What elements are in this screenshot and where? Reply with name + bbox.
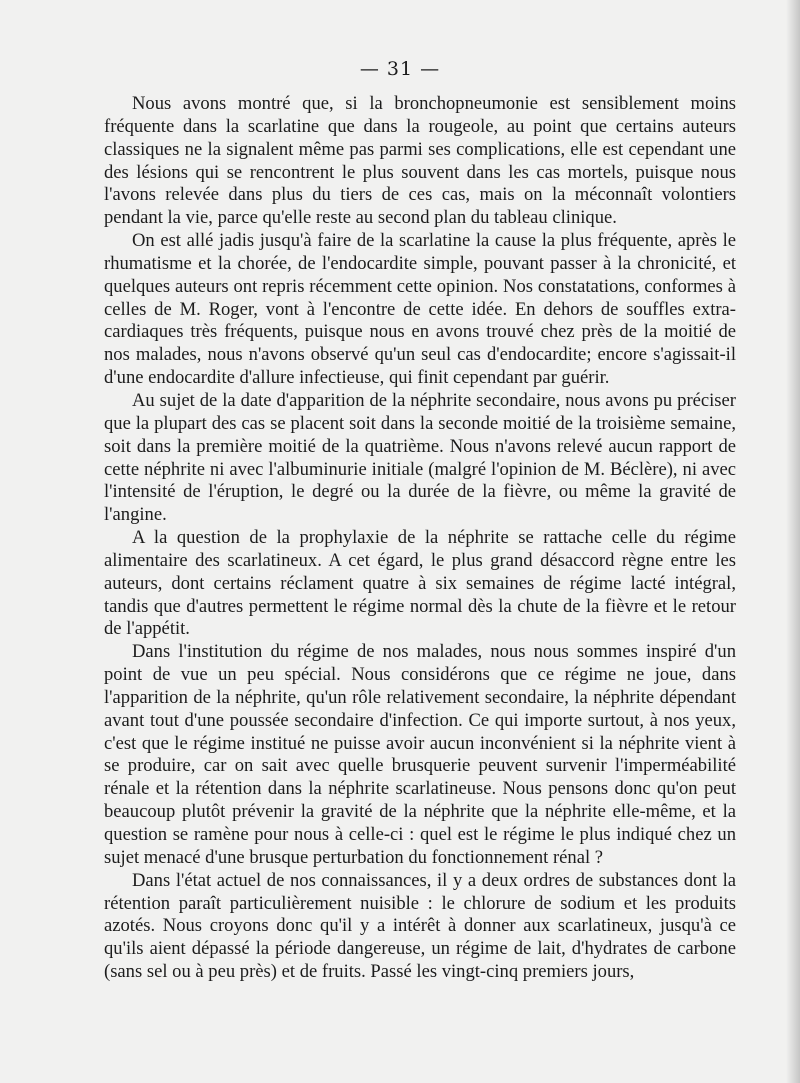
body-text <box>104 93 736 984</box>
page-number: — 31 — <box>359 58 441 80</box>
page-edge-shadow <box>786 0 800 1083</box>
paragraph-endocardite: On est allé jadis jusqu'à faire de la scarlatine la cause la plus fréquente, après le rhumatisme et la chorée, de l'endocardite simple, pouvant passer à la chronicité, et quelques auteurs ont repris récemment cette opinion. Nos constatations, conformes à celles de M. Roger, vont à l'encontre de cette idée. En dehors de souffles extra-cardiaques très fréquents, puisque nous en avons trouvé chez près de la moitié de nos malades, nous n'avons observé qu'un seul cas d'endocardite; encore s'agissait-il d'une endocardite d'allure infectieuse, qui finit cependant par guérir. <box>104 230 736 389</box>
paragraph-substances: Dans l'état actuel de nos connaissances, il y a deux ordres de substances dont la rétention paraît particulièrement nuisible : le chlorure de sodium et les produits azotés. Nous croyons donc qu'il y a intérêt à donner aux scarlatineux, jusqu'à ce qu'ils aient dépassé la période dangereuse, un régime de lait, d'hydrates de carbone (sans sel ou à peu près) et de fruits. Passé les vingt-cinq premiers jours, <box>104 869 736 983</box>
paragraph-bronchopneumonie: Nous avons montré que, si la bronchopneumonie est sensiblement moins fréquente dans la scarlatine que dans la rougeole, au point que certains auteurs classiques ne la signalent même pas parmi ses complications, elle est cependant une des lésions qui se rencontrent le plus souvent dans les cas mortels, puisque nous l'avons relevée dans plus du tiers de ces cas, mais on la méconnaît volontiers pendant la vie, parce qu'elle reste au second plan du tableau clinique. <box>104 93 736 229</box>
paragraph-prophylaxie: A la question de la prophylaxie de la néphrite se rattache celle du régime alimentaire des scarlatineux. A cet égard, le plus grand désaccord règne entre les auteurs, dont certains réclament quatre à six semaines de régime lacté intégral, tandis que d'autres permettent le régime normal dès la chute de la fièvre et le retour de l'appétit. <box>104 527 736 640</box>
paragraph-regime: Dans l'institution du régime de nos malades, nous nous sommes inspiré d'un point de vue un peu spécial. Nous considérons que ce régime ne joue, dans l'apparition de la néphrite, qu'un rôle relativement secondaire, la néphrite dépendant avant tout d'une poussée secondaire d'infection. Ce qui importe surtout, à nos yeux, c'est que le régime institué ne puisse avoir aucun inconvénient si la néphrite vient à se produire, car on sait avec quelle brusquerie peuvent survenir l'imperméabilité rénale et la rétention dans la néphrite scarlatineuse. Nous pensons donc qu'on peut beaucoup plutôt prévenir la gravité de la néphrite que la néphrite elle-même, et la question se ramène pour nous à celle-ci : quel est le régime le plus indiqué chez un sujet menacé d'une brusque perturbation du fonctionnement rénal ? <box>104 641 736 868</box>
paragraph-nephrite-date: Au sujet de la date d'apparition de la néphrite secondaire, nous avons pu préciser que la plupart des cas se placent soit dans la seconde moitié de la troisième semaine, soit dans la première moitié de la quatrième. Nous n'avons relevé aucun rapport de cette néphrite ni avec l'albuminurie initiale (malgré l'opinion de M. Béclère), ni avec l'intensité de l'éruption, le degré ou la durée de la fièvre, ou même la gravité de l'angine. <box>104 389 736 526</box>
